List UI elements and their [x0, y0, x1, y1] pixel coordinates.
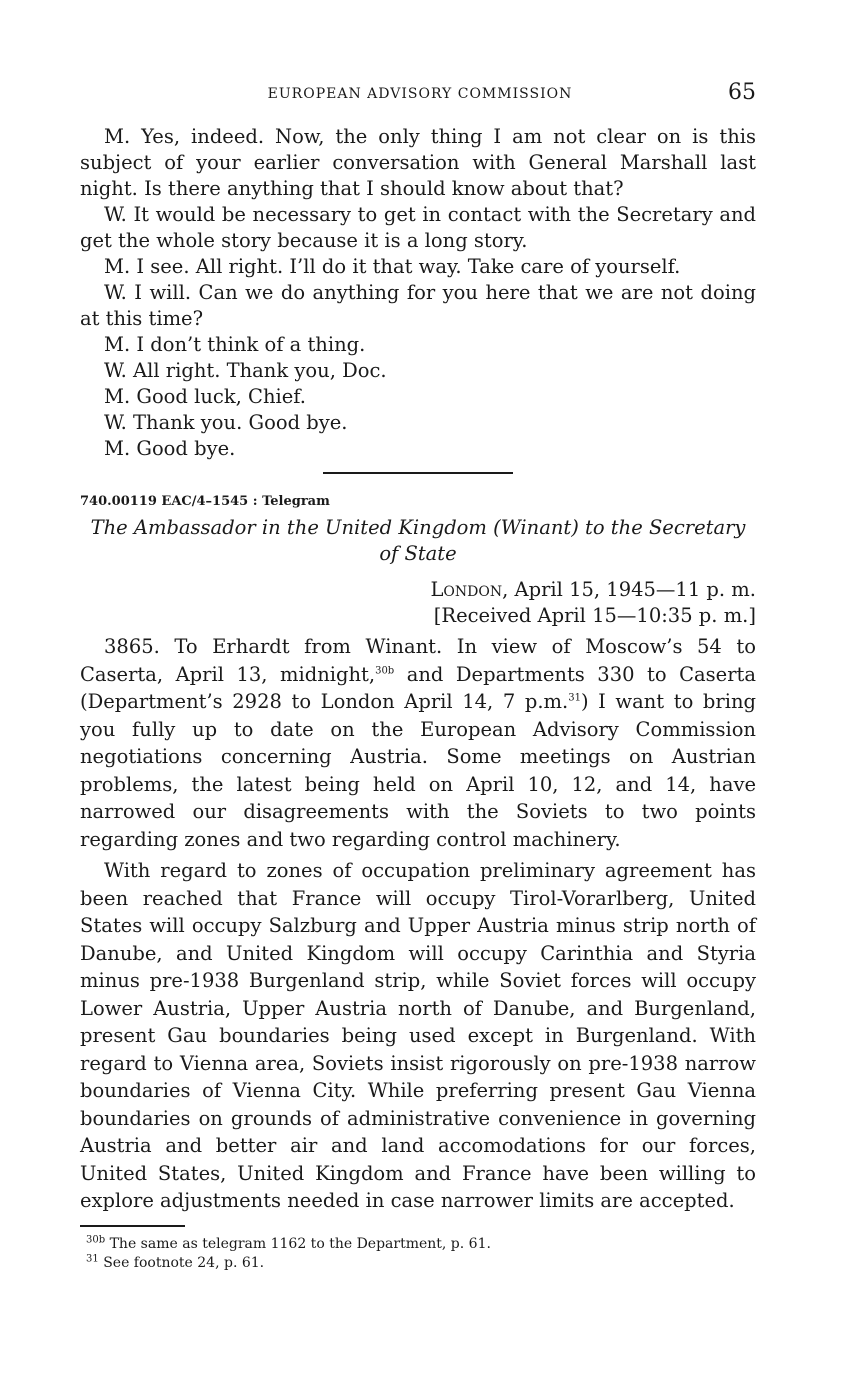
dialogue-line: W. It would be necessary to get in contact with the Secretary and get the whole story because it is a long story. [80, 203, 756, 252]
footnote [86, 1235, 756, 1254]
paragraph-text: ) I want to bring you fully up to date on the European Advisory Commission negotiations concerning Austria. Some meetings on Austrian problems, the latest being held on April 10, 12, and 14, have narrowed our disagreements with the Soviets to two points regarding zones and two regarding control machinery. [80, 690, 756, 851]
body-paragraph [80, 633, 756, 853]
document-reference: 740.00119 EAC/4–1545 : Telegram [80, 494, 330, 509]
footnote-divider [80, 1225, 185, 1227]
footnote-ref: 31 [568, 692, 581, 704]
running-head: EUROPEAN ADVISORY COMMISSION [267, 86, 573, 102]
page-header [80, 80, 756, 110]
document-title: The Ambassador in the United Kingdom (Winant) to the Secretary of State [90, 516, 746, 565]
section-divider [323, 472, 513, 474]
paragraph-text: 3865. To Erhardt from Winant. In view of Moscow’s 54 to Caserta, April 13, midnight, [80, 635, 756, 686]
footnote-ref: 30b [375, 665, 395, 676]
received-line: [Received April 15—10:35 p. m.] [433, 604, 756, 627]
page-body [80, 124, 756, 1273]
dialogue-line: M. Good bye. [104, 437, 236, 460]
page-number: 65 [728, 80, 756, 105]
dialogue-line: W. Thank you. Good bye. [104, 411, 348, 434]
footnote-mark: 31 [86, 1252, 99, 1264]
body-paragraph: With regard to zones of occupation preliminary agreement has been reached that France will occupy Tirol-Vorarlberg, United States will occupy Salzburg and Upper Austria minus strip north of Danube, and United Kingdom will occupy Carinthia and Styria minus pre-1938 Burgenland strip, while Soviet forces will occupy Lower Austria, Upper Austria north of Danube, and Burgenland, present Gau boundaries being used except in Burgenland. With regard to Vienna area, Soviets insist rigorously on pre-1938 narrow boundaries of Vienna City. While preferring present Gau Vienna boundaries on grounds of administrative convenience in governing Austria and better air and land accomodations for our forces, United States, United Kingdom and France have been willing to explore adjustments needed in case narrower limits are accepted. [80, 859, 756, 1212]
dateline [80, 577, 756, 603]
dialogue-line: M. Good luck, Chief. [104, 385, 307, 408]
dialogue-line: M. I don’t think of a thing. [104, 333, 366, 356]
paragraph-text: and Departments 330 to Caserta (Department’s 2928 to London April 14, 7 p.m. [80, 662, 756, 713]
footnote-mark: 30b [86, 1233, 106, 1245]
footnote [86, 1254, 756, 1273]
footnote-text: The same as telegram 1162 to the Department, p. 61. [109, 1235, 491, 1252]
dialogue-line: M. Yes, indeed. Now, the only thing I am not clear on is this subject of your earlier conversation with General Marshall last night. Is there anything that I should know about that? [80, 125, 756, 200]
dialogue-line: M. I see. All right. I’ll do it that way. Take care of yourself. [104, 255, 681, 278]
dialogue-line: W. All right. Thank you, Doc. [104, 359, 387, 382]
footnote-text: See footnote 24, p. 61. [103, 1254, 265, 1271]
dialogue-line: W. I will. Can we do anything for you here that we are not doing at this time? [80, 281, 756, 330]
dateline-date: April 15, 1945—11 p. m. [514, 578, 756, 601]
dateline-city: London, [430, 578, 509, 601]
